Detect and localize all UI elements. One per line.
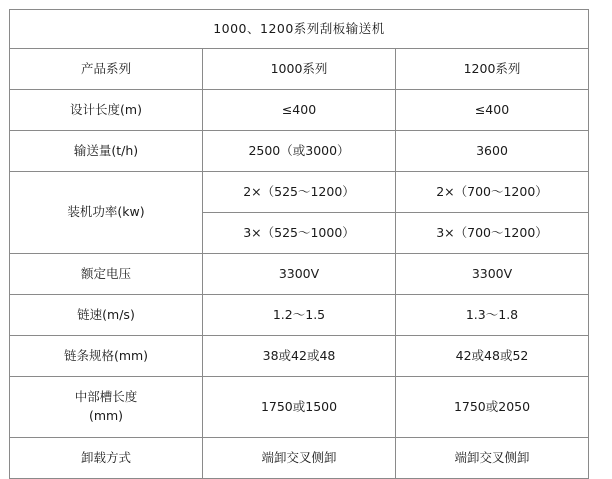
row-value-series-1200: 2×（700～1200） [396, 172, 589, 213]
row-value-series-1000: 3×（525～1000） [203, 213, 396, 254]
table-row [10, 90, 589, 131]
row-value-series-1200: 1.3～1.8 [396, 295, 589, 336]
row-value-series-1000: 1.2～1.5 [203, 295, 396, 336]
row-label-line2: (mm) [88, 408, 124, 423]
table-row [10, 49, 589, 90]
row-value-series-1000: 1750或1500 [203, 377, 396, 438]
row-label: 输送量(t/h) [10, 131, 203, 172]
table-title: 1000、1200系列刮板输送机 [10, 10, 589, 49]
row-value-series-1200: 3600 [396, 131, 589, 172]
table-row [10, 377, 589, 438]
row-value-series-1000: ≤400 [203, 90, 396, 131]
row-value-series-1200: ≤400 [396, 90, 589, 131]
row-value-series-1200: 3×（700～1200） [396, 213, 589, 254]
row-value-series-1200: 42或48或52 [396, 336, 589, 377]
row-value-series-1000: 端卸交叉侧卸 [203, 438, 396, 479]
table-row [10, 336, 589, 377]
table-row [10, 438, 589, 479]
row-label-line1: 中部槽长度 [74, 389, 138, 405]
row-label: 额定电压 [10, 254, 203, 295]
row-value-series-1200: 1750或2050 [396, 377, 589, 438]
row-label-power: 装机功率(kw) [10, 172, 203, 254]
row-value-series-1200: 1200系列 [396, 49, 589, 90]
row-label-trough-length [10, 377, 203, 438]
spec-sheet [0, 9, 612, 465]
table-row [10, 254, 589, 295]
specification-table [9, 9, 589, 479]
row-value-series-1200: 端卸交叉侧卸 [396, 438, 589, 479]
row-value-series-1000: 38或42或48 [203, 336, 396, 377]
row-value-series-1000: 2×（525～1200） [203, 172, 396, 213]
row-label: 产品系列 [10, 49, 203, 90]
row-value-series-1000: 1000系列 [203, 49, 396, 90]
row-value-series-1000: 2500（或3000） [203, 131, 396, 172]
table-title-row [10, 10, 589, 49]
row-value-series-1000: 3300V [203, 254, 396, 295]
row-label: 链速(m/s) [10, 295, 203, 336]
table-row [10, 131, 589, 172]
row-label: 卸载方式 [10, 438, 203, 479]
table-row [10, 172, 589, 213]
row-label: 设计长度(m) [10, 90, 203, 131]
row-label: 链条规格(mm) [10, 336, 203, 377]
row-value-series-1200: 3300V [396, 254, 589, 295]
table-row [10, 295, 589, 336]
